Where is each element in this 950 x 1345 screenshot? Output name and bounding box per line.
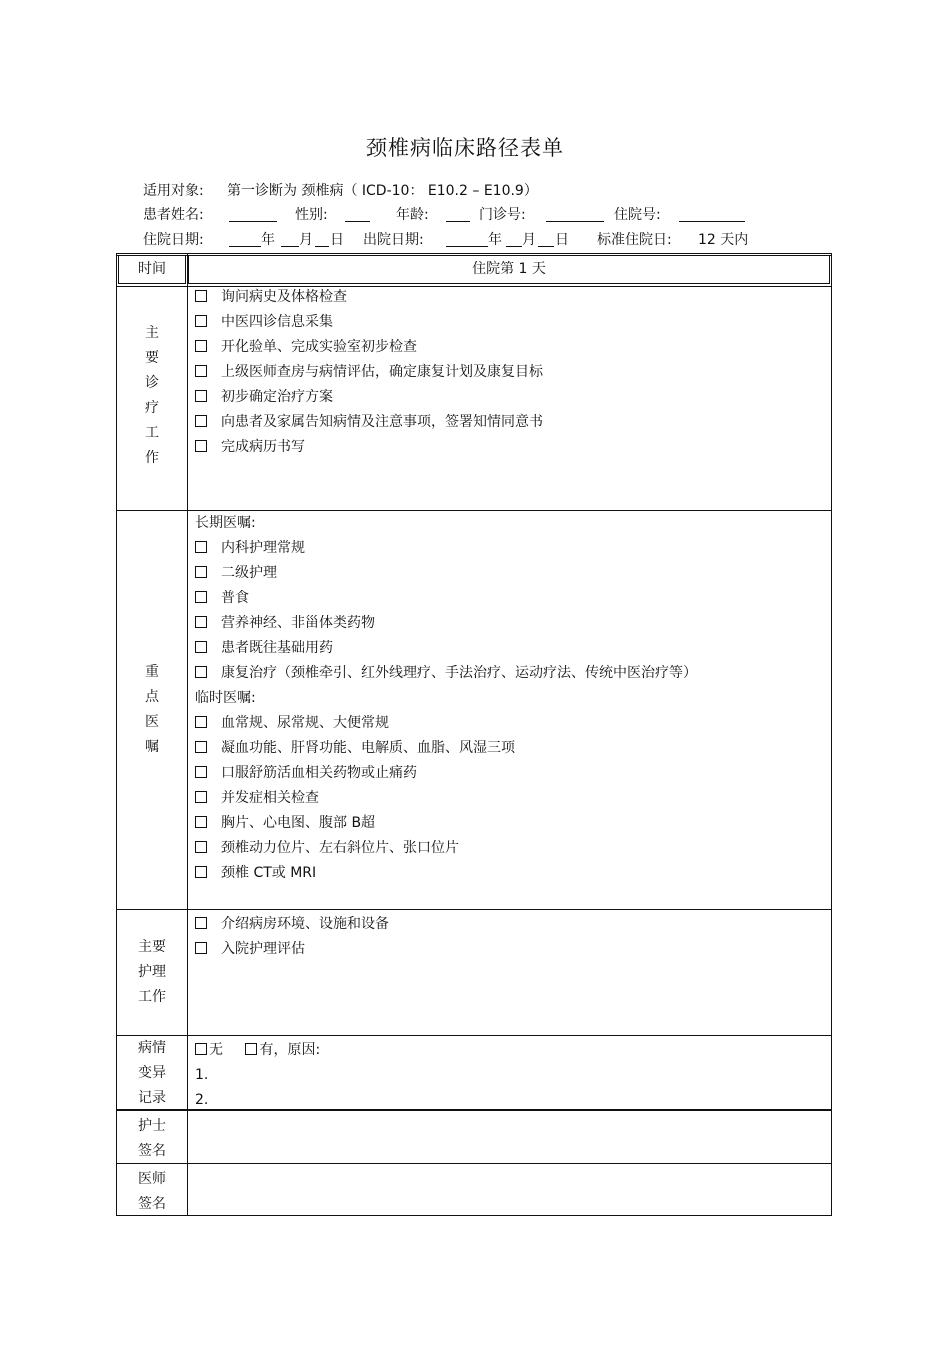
list-item[interactable] bbox=[195, 914, 389, 939]
checkbox[interactable] bbox=[195, 440, 207, 452]
sex-label: 性别: bbox=[295, 207, 328, 223]
column-divider bbox=[187, 253, 188, 1216]
list-item[interactable] bbox=[195, 663, 697, 688]
discharge-label: 出院日期: bbox=[363, 232, 424, 248]
label-line: 工作 bbox=[138, 989, 166, 1005]
discharge-month-label: 月 bbox=[522, 232, 536, 248]
variation-none-checkbox[interactable] bbox=[195, 1043, 207, 1055]
inpatient-label: 住院号: bbox=[614, 207, 661, 223]
main-work-list bbox=[195, 287, 543, 462]
item-text: 入院护理评估 bbox=[221, 941, 305, 957]
applies-label: 适用对象: bbox=[143, 183, 204, 199]
variation-content bbox=[195, 1038, 320, 1113]
row-divider bbox=[116, 1035, 832, 1036]
row-divider bbox=[116, 909, 832, 910]
label-char: 工 bbox=[145, 425, 159, 441]
list-item[interactable] bbox=[195, 412, 543, 437]
list-item[interactable] bbox=[195, 337, 543, 362]
checkbox[interactable] bbox=[195, 415, 207, 427]
table-border-top bbox=[116, 253, 832, 254]
label-line: 医师 bbox=[138, 1171, 166, 1187]
item-text: 颈椎 CT或 MRI bbox=[221, 865, 317, 881]
item-text: 营养神经、非甾体类药物 bbox=[221, 615, 375, 631]
item-text: 颈椎动力位片、左右斜位片、张口位片 bbox=[221, 840, 459, 856]
time-header: 时间 bbox=[138, 261, 166, 277]
orders-list bbox=[195, 513, 697, 888]
label-line: 签名 bbox=[138, 1196, 166, 1212]
checkbox[interactable] bbox=[195, 390, 207, 402]
label-char: 点 bbox=[145, 689, 159, 705]
long-term-orders-heading: 长期医嘱: bbox=[195, 515, 256, 531]
item-text: 上级医师查房与病情评估，确定康复计划及康复目标 bbox=[221, 364, 543, 380]
checkbox[interactable] bbox=[195, 917, 207, 929]
checkbox[interactable] bbox=[195, 791, 207, 803]
inpatient-field[interactable] bbox=[679, 221, 745, 222]
item-text: 普食 bbox=[221, 590, 249, 606]
item-text: 康复治疗（颈椎牵引、红外线理疗、手法治疗、运动疗法、传统中医治疗等） bbox=[221, 665, 697, 681]
item-text: 并发症相关检查 bbox=[221, 790, 319, 806]
item-text: 口服舒筋活血相关药物或止痛药 bbox=[221, 765, 417, 781]
item-text: 中医四诊信息采集 bbox=[221, 314, 333, 330]
checkbox[interactable] bbox=[195, 541, 207, 553]
admit-month-label: 月 bbox=[299, 232, 313, 248]
label-line: 病情 bbox=[138, 1040, 166, 1056]
variation-line-2[interactable]: 2. bbox=[195, 1092, 209, 1108]
checkbox[interactable] bbox=[195, 365, 207, 377]
discharge-day-label: 日 bbox=[555, 232, 569, 248]
checkbox[interactable] bbox=[195, 616, 207, 628]
list-item[interactable] bbox=[195, 563, 697, 588]
checkbox[interactable] bbox=[195, 290, 207, 302]
label-char: 疗 bbox=[145, 400, 159, 416]
variation-line-1[interactable]: 1. bbox=[195, 1067, 209, 1083]
checkbox[interactable] bbox=[195, 315, 207, 327]
admit-day-label: 日 bbox=[330, 232, 344, 248]
item-text: 凝血功能、肝肾功能、电解质、血脂、风湿三项 bbox=[221, 740, 515, 756]
list-item[interactable] bbox=[195, 538, 697, 563]
item-text: 二级护理 bbox=[221, 565, 277, 581]
list-item[interactable] bbox=[195, 362, 543, 387]
nurse-sign-label bbox=[117, 1114, 187, 1164]
nurse-signature-field[interactable] bbox=[188, 1111, 830, 1162]
sex-field[interactable] bbox=[345, 221, 370, 222]
variation-yes-checkbox[interactable] bbox=[245, 1043, 257, 1055]
label-char: 诊 bbox=[145, 375, 159, 391]
discharge-day-field[interactable] bbox=[538, 246, 554, 247]
label-char: 作 bbox=[145, 450, 159, 466]
item-text: 患者既往基础用药 bbox=[221, 640, 333, 656]
label-line: 护士 bbox=[138, 1118, 166, 1134]
list-item[interactable] bbox=[195, 437, 543, 462]
checkbox[interactable] bbox=[195, 340, 207, 352]
checkbox[interactable] bbox=[195, 591, 207, 603]
item-text: 胸片、心电图、腹部 B超 bbox=[221, 815, 376, 831]
item-text: 内科护理常规 bbox=[221, 540, 305, 556]
checkbox[interactable] bbox=[195, 841, 207, 853]
nursing-label bbox=[117, 935, 187, 1010]
list-item[interactable] bbox=[195, 638, 697, 663]
name-field[interactable] bbox=[229, 221, 277, 222]
label-line: 变异 bbox=[138, 1065, 166, 1081]
table-border-right bbox=[831, 253, 832, 1216]
admit-month-field[interactable] bbox=[281, 246, 299, 247]
label-char: 医 bbox=[145, 714, 159, 730]
admit-day-field[interactable] bbox=[315, 246, 329, 247]
doctor-signature-field[interactable] bbox=[188, 1164, 830, 1214]
checkbox[interactable] bbox=[195, 942, 207, 954]
label-char: 嘱 bbox=[145, 739, 159, 755]
label-char: 主 bbox=[145, 325, 159, 341]
variation-options bbox=[195, 1038, 320, 1063]
main-work-label bbox=[117, 321, 187, 471]
list-item[interactable] bbox=[195, 287, 543, 312]
list-item[interactable] bbox=[195, 588, 697, 613]
item-text: 开化验单、完成实验室初步检查 bbox=[221, 339, 417, 355]
label-char: 要 bbox=[145, 350, 159, 366]
admit-year-field[interactable] bbox=[229, 246, 261, 247]
discharge-year-label: 年 bbox=[488, 232, 502, 248]
list-item[interactable] bbox=[195, 838, 697, 863]
list-item[interactable] bbox=[195, 939, 389, 964]
list-item[interactable] bbox=[195, 788, 697, 813]
list-item[interactable] bbox=[195, 738, 697, 763]
checkbox[interactable] bbox=[195, 866, 207, 878]
admit-year-label: 年 bbox=[261, 232, 275, 248]
temp-orders-heading: 临时医嘱: bbox=[195, 690, 256, 706]
discharge-month-field[interactable] bbox=[506, 246, 522, 247]
label-line: 签名 bbox=[138, 1143, 166, 1159]
list-item[interactable] bbox=[195, 387, 543, 412]
nursing-list bbox=[195, 914, 389, 964]
std-days-value: 12 天内 bbox=[698, 232, 749, 248]
age-field[interactable] bbox=[446, 221, 470, 222]
variation-yes-label: 有，原因: bbox=[259, 1042, 321, 1058]
checkbox[interactable] bbox=[195, 816, 207, 828]
page-title: 颈椎病临床路径表单 bbox=[366, 136, 564, 160]
variation-none-label: 无 bbox=[209, 1042, 223, 1058]
item-text: 向患者及家属告知病情及注意事项，签署知情同意书 bbox=[221, 414, 543, 430]
item-text: 初步确定治疗方案 bbox=[221, 389, 333, 405]
discharge-year-field[interactable] bbox=[446, 246, 488, 247]
list-item[interactable] bbox=[195, 713, 697, 738]
label-char: 重 bbox=[145, 664, 159, 680]
list-item[interactable] bbox=[195, 813, 697, 838]
doctor-sign-label bbox=[117, 1167, 187, 1217]
list-item[interactable] bbox=[195, 312, 543, 337]
item-text: 血常规、尿常规、大便常规 bbox=[221, 715, 389, 731]
checkbox[interactable] bbox=[195, 741, 207, 753]
list-item[interactable] bbox=[195, 863, 697, 888]
checkbox[interactable] bbox=[195, 666, 207, 678]
label-line: 主要 bbox=[138, 939, 166, 955]
label-line: 护理 bbox=[138, 964, 166, 980]
list-item[interactable] bbox=[195, 763, 697, 788]
row-divider bbox=[116, 510, 832, 511]
label-line: 记录 bbox=[138, 1090, 166, 1106]
table-border-bottom bbox=[116, 1215, 832, 1216]
admit-label: 住院日期: bbox=[143, 232, 204, 248]
day-header: 住院第 1 天 bbox=[472, 261, 546, 277]
item-text: 询问病史及体格检查 bbox=[221, 289, 347, 305]
outpatient-field[interactable] bbox=[546, 221, 604, 222]
item-text: 完成病历书写 bbox=[221, 439, 305, 455]
std-days-label: 标准住院日: bbox=[597, 232, 672, 248]
orders-label bbox=[117, 660, 187, 760]
variation-label bbox=[117, 1036, 187, 1111]
age-label: 年龄: bbox=[396, 207, 429, 223]
checkbox[interactable] bbox=[195, 566, 207, 578]
item-text: 介绍病房环境、设施和设备 bbox=[221, 916, 389, 932]
checkbox[interactable] bbox=[195, 766, 207, 778]
applies-value: 第一诊断为 颈椎病（ ICD-10： E10.2 – E10.9） bbox=[227, 183, 538, 199]
list-item[interactable] bbox=[195, 613, 697, 638]
checkbox[interactable] bbox=[195, 716, 207, 728]
name-label: 患者姓名: bbox=[143, 207, 204, 223]
outpatient-label: 门诊号: bbox=[479, 207, 526, 223]
checkbox[interactable] bbox=[195, 641, 207, 653]
